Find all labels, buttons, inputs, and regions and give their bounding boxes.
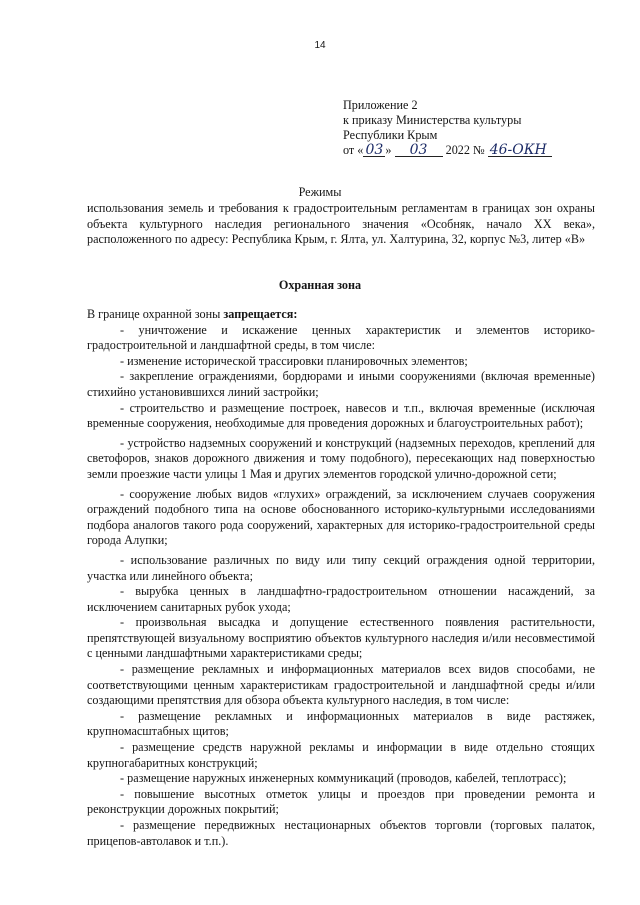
list-item: - размещение средств наружной рекламы и информации в виде отдельно стоящих крупногабаритных конструкций; xyxy=(87,740,595,770)
section-title: Охранная зона xyxy=(278,278,362,292)
list-item: - размещение рекламных и информационных материалов в виде растяжек, крупномасштабных щитов; xyxy=(87,708,595,739)
appendix-republic: Республики Крым xyxy=(343,128,438,142)
intro-text: В границе охранной зоны xyxy=(87,307,224,321)
handwritten-month: 03 xyxy=(395,144,443,157)
list-item: - размещение передвижных нестационарных объектов торговли (торговых палаток, прицепов-автолавок и т.п.). xyxy=(87,818,595,848)
appendix-order-ref: к приказу Министерства культуры xyxy=(343,113,522,127)
list-item: - строительство и размещение построек, навесов и т.п., включая временные (исключая временные сооружения, необходимые для проведения дорожных и благоустроительных работ); xyxy=(87,400,595,431)
appendix-title: Приложение 2 xyxy=(343,98,418,112)
appendix-block xyxy=(343,98,603,158)
date-year: 2022 № xyxy=(445,143,485,157)
handwritten-order-number: 46-ОКН xyxy=(488,144,552,157)
date-mid: » xyxy=(385,143,392,157)
list-item: - размещение наружных инженерных коммуникаций (проводов, кабелей, теплотрасс); xyxy=(120,771,567,786)
list-item: - закрепление ограждениями, бордюрами и иными сооружениями (включая временные) стихийно установившихся линий застройки; xyxy=(87,369,595,399)
list-item: - размещение рекламных и информационных материалов всех видов способами, не соответствующими ценным характеристикам градостроительной и ландшафтной среды и/или создающими препятствия для обзора объекта культурного наследия, в том числе: xyxy=(87,662,595,708)
intro-line xyxy=(87,307,595,323)
intro-bold: запрещается: xyxy=(223,307,298,321)
page-number: 14 xyxy=(314,40,326,51)
date-prefix: от « xyxy=(343,143,364,157)
appendix-date-line xyxy=(343,143,603,158)
list-item: - произвольная высадка и допущение естественного появления растительности, препятствующей визуальному восприятию объектов культурного наследия и/или несовместимой с ценными ландшафтными характеристиками среды; xyxy=(87,615,595,661)
document-body xyxy=(87,307,595,849)
list-item: - уничтожение и искажение ценных характеристик и элементов историко-градостроительной и ландшафтной среды, в том числе: xyxy=(87,322,595,353)
document-preamble: использования земель и требования к градостроительным регламентам в границах зон охраны объекта культурного наследия регионального значения «Особняк, начало XX века», расположенного по адресу: Республика Крым, г. Ялта, ул. Халтурина, 32, корпус №3, литер «В» xyxy=(87,201,595,246)
list-item: - изменение исторической трассировки планировочных элементов; xyxy=(120,353,468,368)
handwritten-day: 03 xyxy=(363,144,385,157)
list-item: - сооружение любых видов «глухих» ограждений, за исключением случаев сооружения ограждений подобного типа на основе обоснованного историко-культурными исследованиями подбора аналогов такого рода сооружений, характерных для историко-градостроительной среды города Алупки; xyxy=(87,486,595,548)
list-item: - вырубка ценных в ландшафтно-градостроительном отношении насаждений, за исключением санитарных рубок ухода; xyxy=(87,584,595,614)
list-item: - устройство надземных сооружений и конструкций (надземных переходов, креплений для светофоров, знаков дорожного движения и тому подобного), пересекающих над поверхностью земли проезжие части улицы 1 Мая и других элементов городской улично-дорожной сети; xyxy=(87,435,595,481)
list-item: - повышение высотных отметок улицы и проездов при проведении ремонта и реконструкции дорожных покрытий; xyxy=(87,786,595,817)
document-title: Режимы xyxy=(298,185,342,199)
list-item: - использование различных по виду или типу секций ограждения одной территории, участка или линейного объекта; xyxy=(87,552,595,583)
